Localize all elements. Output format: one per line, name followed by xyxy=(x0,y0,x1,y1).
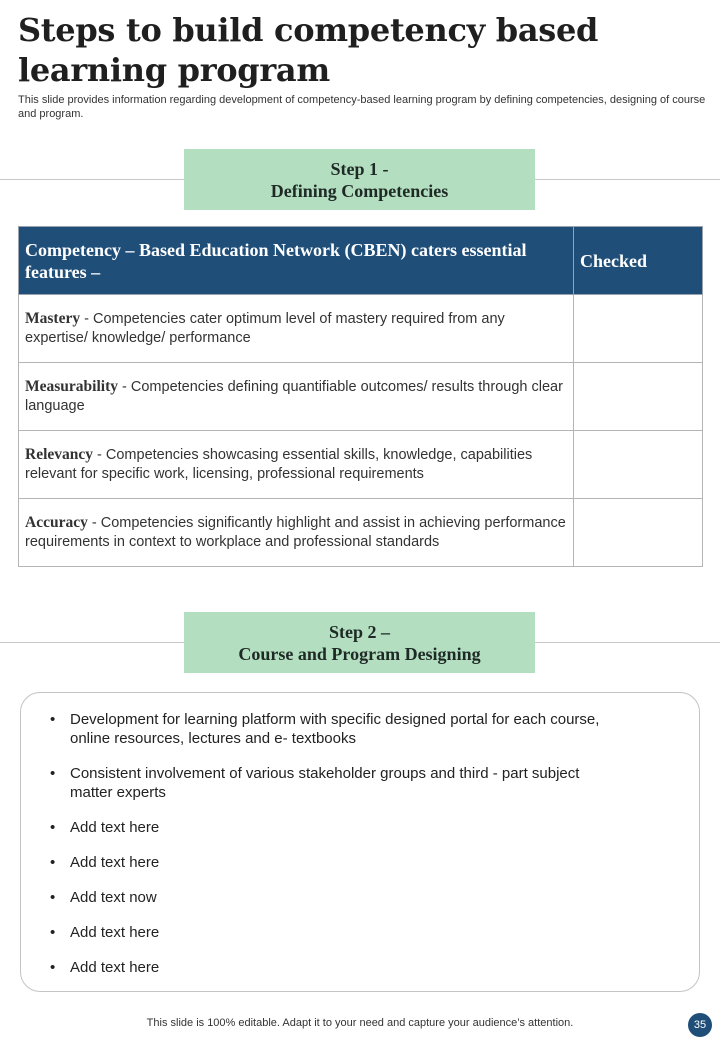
step2-label: Step 2 – xyxy=(328,621,390,642)
list-item xyxy=(49,923,609,942)
checked-cell[interactable] xyxy=(574,295,703,363)
row-term: Measurability xyxy=(25,378,118,395)
table-row xyxy=(19,431,703,499)
list-item xyxy=(49,818,609,837)
step2-box xyxy=(184,612,535,673)
list-item xyxy=(49,888,609,907)
row-term: Relevancy xyxy=(25,446,94,463)
list-item xyxy=(49,853,609,872)
table-header-features: Competency – Based Education Network (CBEN) caters essential features – xyxy=(19,227,574,295)
list-item-text: Add text here xyxy=(70,854,160,871)
bullet-list-box xyxy=(20,692,700,992)
row-term: Mastery xyxy=(25,310,81,327)
table-header-checked: Checked xyxy=(574,227,703,295)
bullet-icon: • xyxy=(50,889,56,906)
row-text: - Competencies cater optimum level of mastery required from any expertise/ knowledge/ performance xyxy=(25,311,505,346)
table-row xyxy=(19,363,703,431)
checked-cell[interactable] xyxy=(574,499,703,567)
list-item-text: Add text here xyxy=(70,959,160,976)
table-cell xyxy=(19,363,574,431)
row-text: - Competencies defining quantifiable outcomes/ results through clear language xyxy=(25,379,563,414)
table-row xyxy=(19,295,703,363)
table-cell xyxy=(19,499,574,567)
bullet-icon: • xyxy=(50,819,56,836)
competency-table xyxy=(18,226,703,567)
table-header-row xyxy=(19,227,703,295)
checked-cell[interactable] xyxy=(574,363,703,431)
checked-cell[interactable] xyxy=(574,431,703,499)
table-cell xyxy=(19,431,574,499)
bullet-list xyxy=(49,710,609,993)
list-item xyxy=(49,958,609,977)
bullet-icon: • xyxy=(50,765,56,782)
bullet-icon: • xyxy=(50,854,56,871)
row-text: - Competencies significantly highlight and assist in achieving performance requirements in context to workplace and professional standards xyxy=(25,515,566,550)
page-title: Steps to build competency based learning program xyxy=(18,11,599,89)
bullet-icon: • xyxy=(50,711,56,728)
list-item-text: Add text here xyxy=(70,819,160,836)
footer-note: This slide is 100% editable. Adapt it to your need and capture your audience’s attention. xyxy=(146,1017,574,1029)
list-item xyxy=(49,764,609,802)
step1-title: Defining Competencies xyxy=(270,180,449,201)
row-text: - Competencies showcasing essential skills, knowledge, capabilities relevant for specific work, licensing, professional requirements xyxy=(25,447,533,482)
table-cell xyxy=(19,295,574,363)
step1-box xyxy=(184,149,535,210)
table-row xyxy=(19,499,703,567)
bullet-icon: • xyxy=(50,924,56,941)
list-item-text: Add text now xyxy=(70,889,157,906)
step2-title: Course and Program Designing xyxy=(238,643,481,664)
bullet-icon: • xyxy=(50,959,56,976)
list-item-text: Consistent involvement of various stakeholder groups and third - part subject matter experts xyxy=(70,765,580,801)
list-item xyxy=(49,710,609,748)
step1-label: Step 1 - xyxy=(330,158,389,179)
list-item-text: Development for learning platform with specific designed portal for each course, online resources, lectures and e- textbooks xyxy=(70,711,600,747)
page-subtitle: This slide provides information regarding development of competency-based learning program by defining competencies, designing of course and program. xyxy=(18,94,706,120)
row-term: Accuracy xyxy=(25,514,88,531)
page-number-badge: 35 xyxy=(688,1013,712,1037)
list-item-text: Add text here xyxy=(70,924,160,941)
